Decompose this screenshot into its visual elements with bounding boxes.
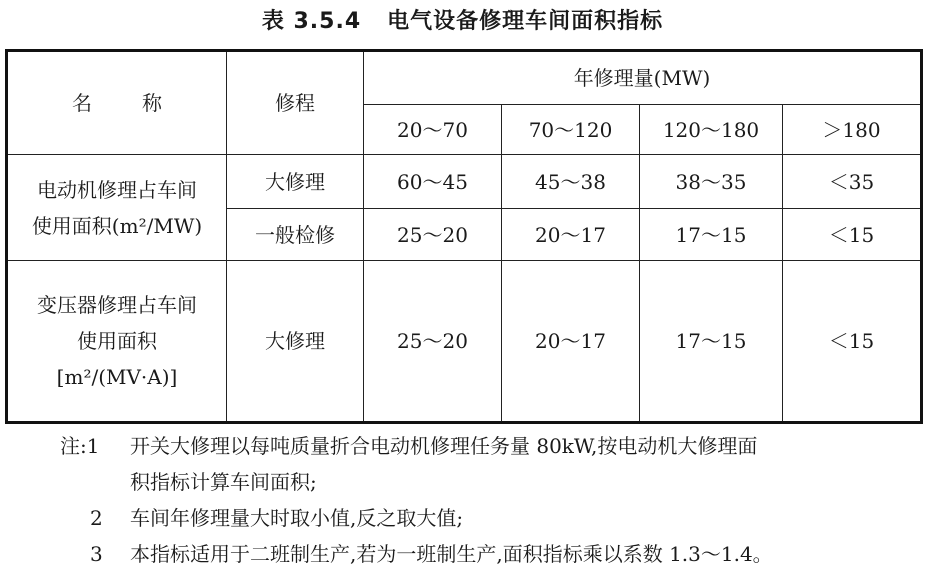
range-cell: ＞180 (783, 105, 922, 155)
note-marker: 2 (90, 506, 103, 530)
header-name-a: 名 (72, 91, 92, 115)
note-item (60, 500, 920, 536)
note-item (60, 536, 920, 572)
value-cell: ＜15 (783, 261, 922, 423)
range-cell: 120～180 (640, 105, 783, 155)
header-name-b: 称 (142, 91, 162, 115)
table-title-text: 电气设备修理车间面积指标 (387, 9, 664, 34)
table-title (0, 4, 925, 35)
value-cell: 17～15 (640, 209, 783, 261)
transformer-label-line1: 变压器修理占车间 (37, 293, 197, 317)
process-cell: 大修理 (227, 261, 364, 423)
header-annual-volume: 年修理量(MW) (573, 66, 711, 90)
transformer-label-line3: [m²/(MV·A)] (56, 365, 178, 389)
note-item (60, 428, 920, 500)
header-process: 修程 (275, 91, 315, 115)
value-cell: 45～38 (502, 155, 640, 209)
process-cell: 一般检修 (227, 209, 364, 261)
value-cell: 20～17 (502, 209, 640, 261)
value-cell: 25～20 (364, 209, 502, 261)
note-text: 车间年修理量大时取小值,反之取大值; (130, 506, 464, 530)
motor-label-line1: 电动机修理占车间 (37, 177, 197, 202)
header-process-cell (227, 51, 364, 155)
area-index-table (5, 49, 923, 424)
motor-label-line2: 使用面积(m²/MW) (31, 213, 203, 238)
note-marker: 注:1 (60, 434, 100, 458)
value-cell: 25～20 (364, 261, 502, 423)
header-annual-volume-cell (364, 51, 922, 105)
header-name-cell (7, 51, 227, 155)
note-text: 本指标适用于二班制生产,若为一班制生产,面积指标乘以系数 1.3～1.4。 (130, 542, 773, 566)
process-cell: 大修理 (227, 155, 364, 209)
notes-section (60, 428, 920, 572)
table-number: 表 3.5.4 (261, 9, 362, 34)
value-cell: 60～45 (364, 155, 502, 209)
note-text-continued: 积指标计算车间面积; (130, 470, 317, 494)
value-cell: 20～17 (502, 261, 640, 423)
note-marker: 3 (90, 542, 103, 566)
value-cell: 38～35 (640, 155, 783, 209)
note-text: 开关大修理以每吨质量折合电动机修理任务量 80kW,按电动机大修理面 (130, 434, 758, 458)
range-cell: 70～120 (502, 105, 640, 155)
value-cell: ＜35 (783, 155, 922, 209)
value-cell: ＜15 (783, 209, 922, 261)
motor-group-label (7, 155, 227, 261)
value-cell: 17～15 (640, 261, 783, 423)
range-cell: 20～70 (364, 105, 502, 155)
transformer-label-line2: 使用面积 (77, 329, 157, 353)
transformer-group-label (7, 261, 227, 423)
